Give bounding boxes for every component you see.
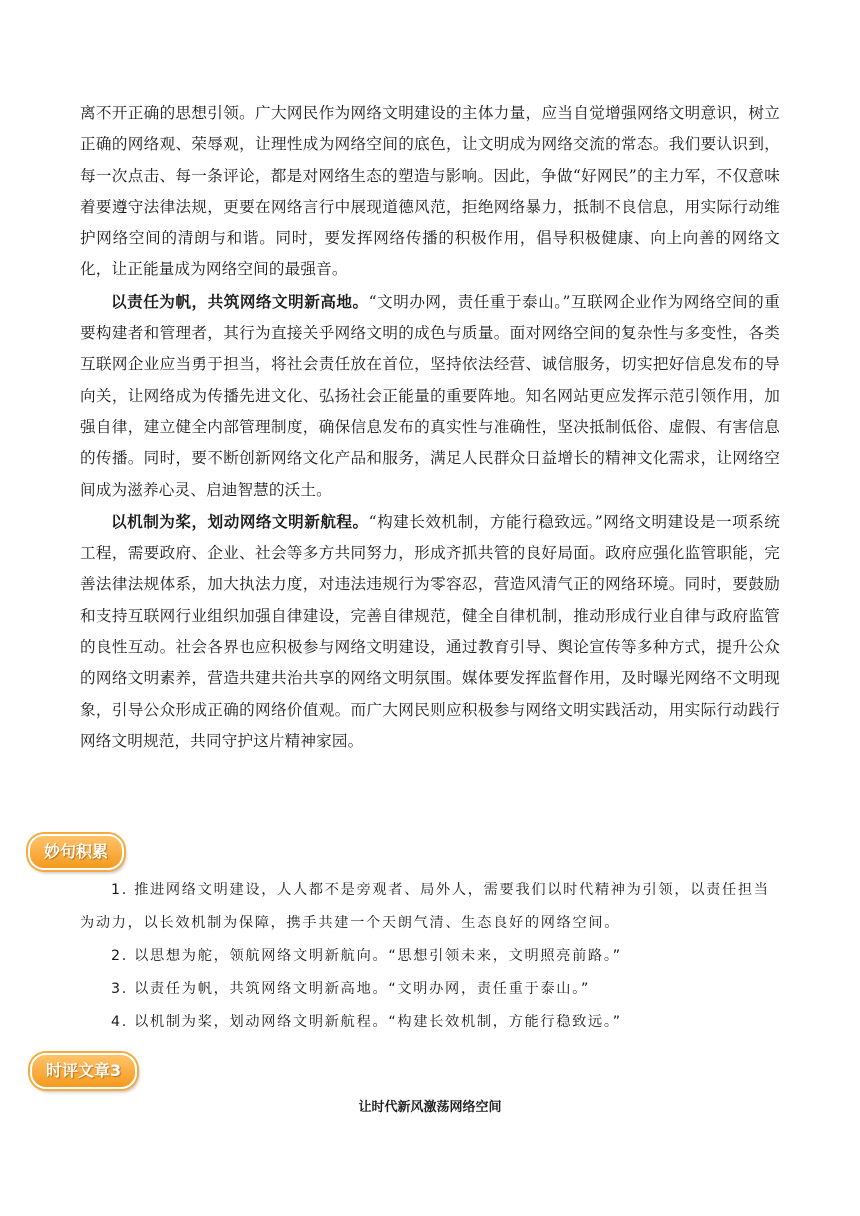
badge-label: 时评文章3	[30, 1053, 137, 1089]
paragraph-3	[80, 506, 780, 757]
paragraph-2	[80, 286, 780, 506]
paragraph-2-heading: 以责任为帆，共筑网络文明新高地。	[111, 291, 369, 311]
quote-item-2: 2. 以思想为舵，领航网络文明新航向。“思想引领未来，文明照亮前路。”	[111, 948, 622, 964]
article-body	[80, 98, 780, 757]
quote-item-1: 1. 推进网络文明建设，人人都不是旁观者、局外人，需要我们以时代精神为引领，以责任担当为动力，以长效机制为保障，携手共建一个天朗气清、生态良好的网络空间。	[80, 882, 770, 931]
paragraph-2-text: “文明办网，责任重于泰山。”互联网企业作为网络空间的重要构建者和管理者，其行为直接关乎网络文明的成色与质量。面对网络空间的复杂性与多变性，各类互联网企业应当勇于担当，将社会责任放在首位，坚持依法经营、诚信服务，切实把好信息发布的导向关，让网络成为传播先进文化、弘扬社会正能量的重要阵地。知名网站更应发挥示范引领作用，加强自律，建立健全内部管理制度，确保信息发布的真实性与准确性，坚决抵制低俗、虚假、有害信息的传播。同时，要不断创新网络文化产品和服务，满足人民群众日益增长的精神文化需求，让网络空间成为滋养心灵、启迪智慧的沃土。	[80, 292, 780, 499]
quote-list	[80, 874, 780, 1039]
quote-item-3: 3. 以责任为帆，共筑网络文明新高地。“文明办网，责任重于泰山。”	[111, 981, 590, 997]
article-title: 让时代新风激荡网络空间	[358, 1100, 502, 1115]
quote-item-4: 4. 以机制为桨，划动网络文明新航程。“构建长效机制，方能行稳致远。”	[111, 1014, 622, 1030]
paragraph-3-heading: 以机制为桨，划动网络文明新航程。	[111, 511, 369, 531]
paragraph-3-text: “构建长效机制，方能行稳致远。”网络文明建设是一项系统工程，需要政府、企业、社会等多方共同努力，形成齐抓共管的良好局面。政府应强化监管职能，完善法律法规体系，加大执法力度，对违法违规行为零容忍，营造风清气正的网络环境。同时，要鼓励和支持互联网行业组织加强自律建设，完善自律规范，健全自律机制，推动形成行业自律与政府监管的良性互动。社会各界也应积极参与网络文明建设，通过教育引导、舆论宣传等多种方式，提升公众的网络文明素养，营造共建共治共享的网络文明氛围。媒体要发挥监督作用，及时曝光网络不文明现象，引导公众形成正确的网络价值观。而广大网民则应积极参与网络文明实践活动，用实际行动践行网络文明规范，共同守护这片精神家园。	[80, 512, 780, 750]
badge-label: 妙句积累	[28, 834, 124, 870]
paragraph-1: 离不开正确的思想引领。广大网民作为网络文明建设的主体力量，应当自觉增强网络文明意识，树立正确的网络观、荣辱观，让理性成为网络空间的底色，让文明成为网络交流的常态。我们要认识到，每一次点击、每一条评论，都是对网络生态的塑造与影响。因此，争做“好网民”的主力军，不仅意味着要遵守法律法规，更要在网络言行中展现道德风范，拒绝网络暴力，抵制不良信息，用实际行动维护网络空间的清朗与和谐。同时，要发挥网络传播的积极作用，倡导积极健康、向上向善的网络文化，让正能量成为网络空间的最强音。	[80, 104, 780, 279]
section-badge-article	[30, 1053, 137, 1089]
section-badge-sentences	[28, 834, 124, 870]
